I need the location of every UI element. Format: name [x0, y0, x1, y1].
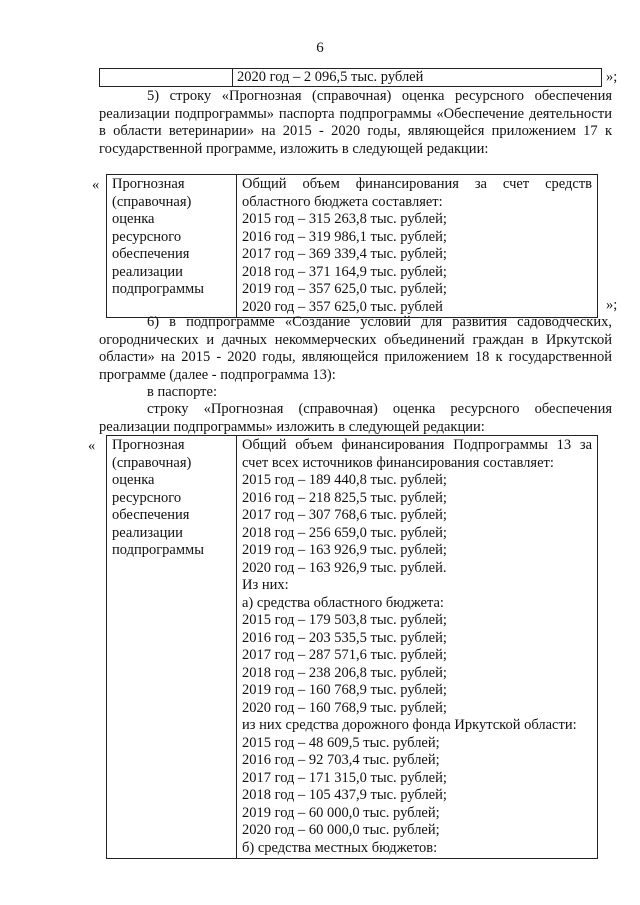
content-line: 2017 год – 369 339,4 тыс. рублей;: [242, 246, 447, 262]
label-line: реализации: [112, 263, 183, 280]
label-line: обеспечения: [112, 246, 190, 262]
content-line: 2019 год – 357 625,0 тыс. рублей;: [242, 281, 447, 297]
content-line: 2019 год – 60 000,0 тыс. рублей;: [242, 804, 440, 821]
content-line: 2015 год – 189 440,8 тыс. рублей;: [242, 472, 447, 488]
table-content-cell: [237, 175, 598, 318]
content-line: Общий объем финансирования Подпрограммы 13 за: [242, 437, 592, 453]
open-quote: «: [88, 438, 96, 454]
content-line: из них средства дорожного фонда Иркутской области:: [242, 717, 577, 733]
content-line: 2016 год – 218 825,5 тыс. рублей;: [242, 489, 447, 506]
label-line: оценка: [112, 472, 155, 488]
content-line: областного бюджета составляет:: [242, 193, 443, 210]
empty-label-cell: [100, 69, 233, 87]
content-line: счет всех источников финансирования составляет:: [242, 454, 554, 471]
label-line: обеспечения: [112, 507, 190, 523]
label-line: (справочная): [112, 454, 192, 471]
content-line: 2020 год – 60 000,0 тыс. рублей;: [242, 822, 440, 838]
content-line: а) средства областного бюджета:: [242, 594, 444, 611]
paragraph-row: строку «Прогнозная (справочная) оценка ресурсного обеспечения реализации подпрограммы» изложить в следующей редакции:: [99, 401, 612, 435]
content-line: 2018 год – 256 659,0 тыс. рублей;: [242, 524, 447, 541]
label-line: подпрограммы: [112, 542, 204, 558]
label-line: подпрограммы: [112, 281, 204, 297]
content-line: 2020 год – 357 625,0 тыс. рублей: [242, 298, 443, 315]
content-line: 2018 год – 238 206,8 тыс. рублей;: [242, 664, 447, 681]
open-quote: «: [92, 177, 100, 193]
content-line: 2019 год – 163 926,9 тыс. рублей;: [242, 542, 447, 558]
content-line: 2018 год – 105 437,9 тыс. рублей;: [242, 787, 447, 803]
content-line: 2016 год – 203 535,5 тыс. рублей;: [242, 629, 447, 646]
paragraph-passport: в паспорте:: [147, 384, 217, 400]
label-line: Прогнозная: [112, 176, 185, 192]
content-line: 2015 год – 48 609,5 тыс. рублей;: [242, 734, 440, 751]
content-line: 2020 год – 160 768,9 тыс. рублей;: [242, 699, 447, 716]
label-line: оценка: [112, 211, 155, 227]
continued-table-fragment: [99, 68, 602, 87]
content-line: 2016 год – 319 986,1 тыс. рублей;: [242, 228, 447, 245]
closing-quote: »;: [606, 297, 618, 313]
resource-table-veterinary: [106, 174, 598, 318]
closing-quote: »;: [606, 69, 618, 85]
content-line: б) средства местных бюджетов:: [242, 839, 438, 856]
label-line: реализации: [112, 524, 183, 541]
content-line: 2019 год – 160 768,9 тыс. рублей;: [242, 682, 447, 698]
content-line: 2017 год – 171 315,0 тыс. рублей;: [242, 769, 447, 786]
label-line: Прогнозная: [112, 437, 185, 453]
table-label-cell: [107, 436, 237, 859]
content-line: Из них:: [242, 577, 289, 593]
content-line: 2015 год – 179 503,8 тыс. рублей;: [242, 612, 447, 628]
funding-2020-cell: 2020 год – 2 096,5 тыс. рублей: [233, 69, 602, 87]
content-line: 2018 год – 371 164,9 тыс. рублей;: [242, 263, 447, 280]
content-line: Общий объем финансирования за счет средств: [242, 176, 592, 192]
label-line: ресурсного: [112, 489, 182, 506]
label-line: ресурсного: [112, 228, 182, 245]
table-content-cell: [237, 436, 598, 859]
content-line: 2020 год – 163 926,9 тыс. рублей.: [242, 559, 447, 576]
page-number: 6: [316, 40, 324, 56]
content-line: 2017 год – 287 571,6 тыс. рублей;: [242, 647, 447, 663]
resource-table-gardening: [106, 435, 598, 859]
label-line: (справочная): [112, 193, 192, 210]
table-label-cell: [107, 175, 237, 318]
content-line: 2016 год – 92 703,4 тыс. рублей;: [242, 752, 440, 768]
content-line: 2017 год – 307 768,6 тыс. рублей;: [242, 507, 447, 523]
paragraph-item-5: 5) строку «Прогнозная (справочная) оценка ресурсного обеспечения реализации подпрограммы» паспорта подпрограммы «Обеспечение деятельности в области ветеринарии» на 2015 - 2020 годы, являющейся приложением 17 к государственной программе, изложить в следующей редакции:: [99, 88, 612, 157]
paragraph-item-6: 6) в подпрограмме «Создание условий для развития садоводческих, огороднических и дачных некоммерческих объединений граждан в Иркутской области» на 2015 - 2020 годы, являющейся приложением 18 к государственной программе (далее - подпрограмма 13):: [99, 314, 612, 383]
content-line: 2015 год – 315 263,8 тыс. рублей;: [242, 211, 447, 227]
